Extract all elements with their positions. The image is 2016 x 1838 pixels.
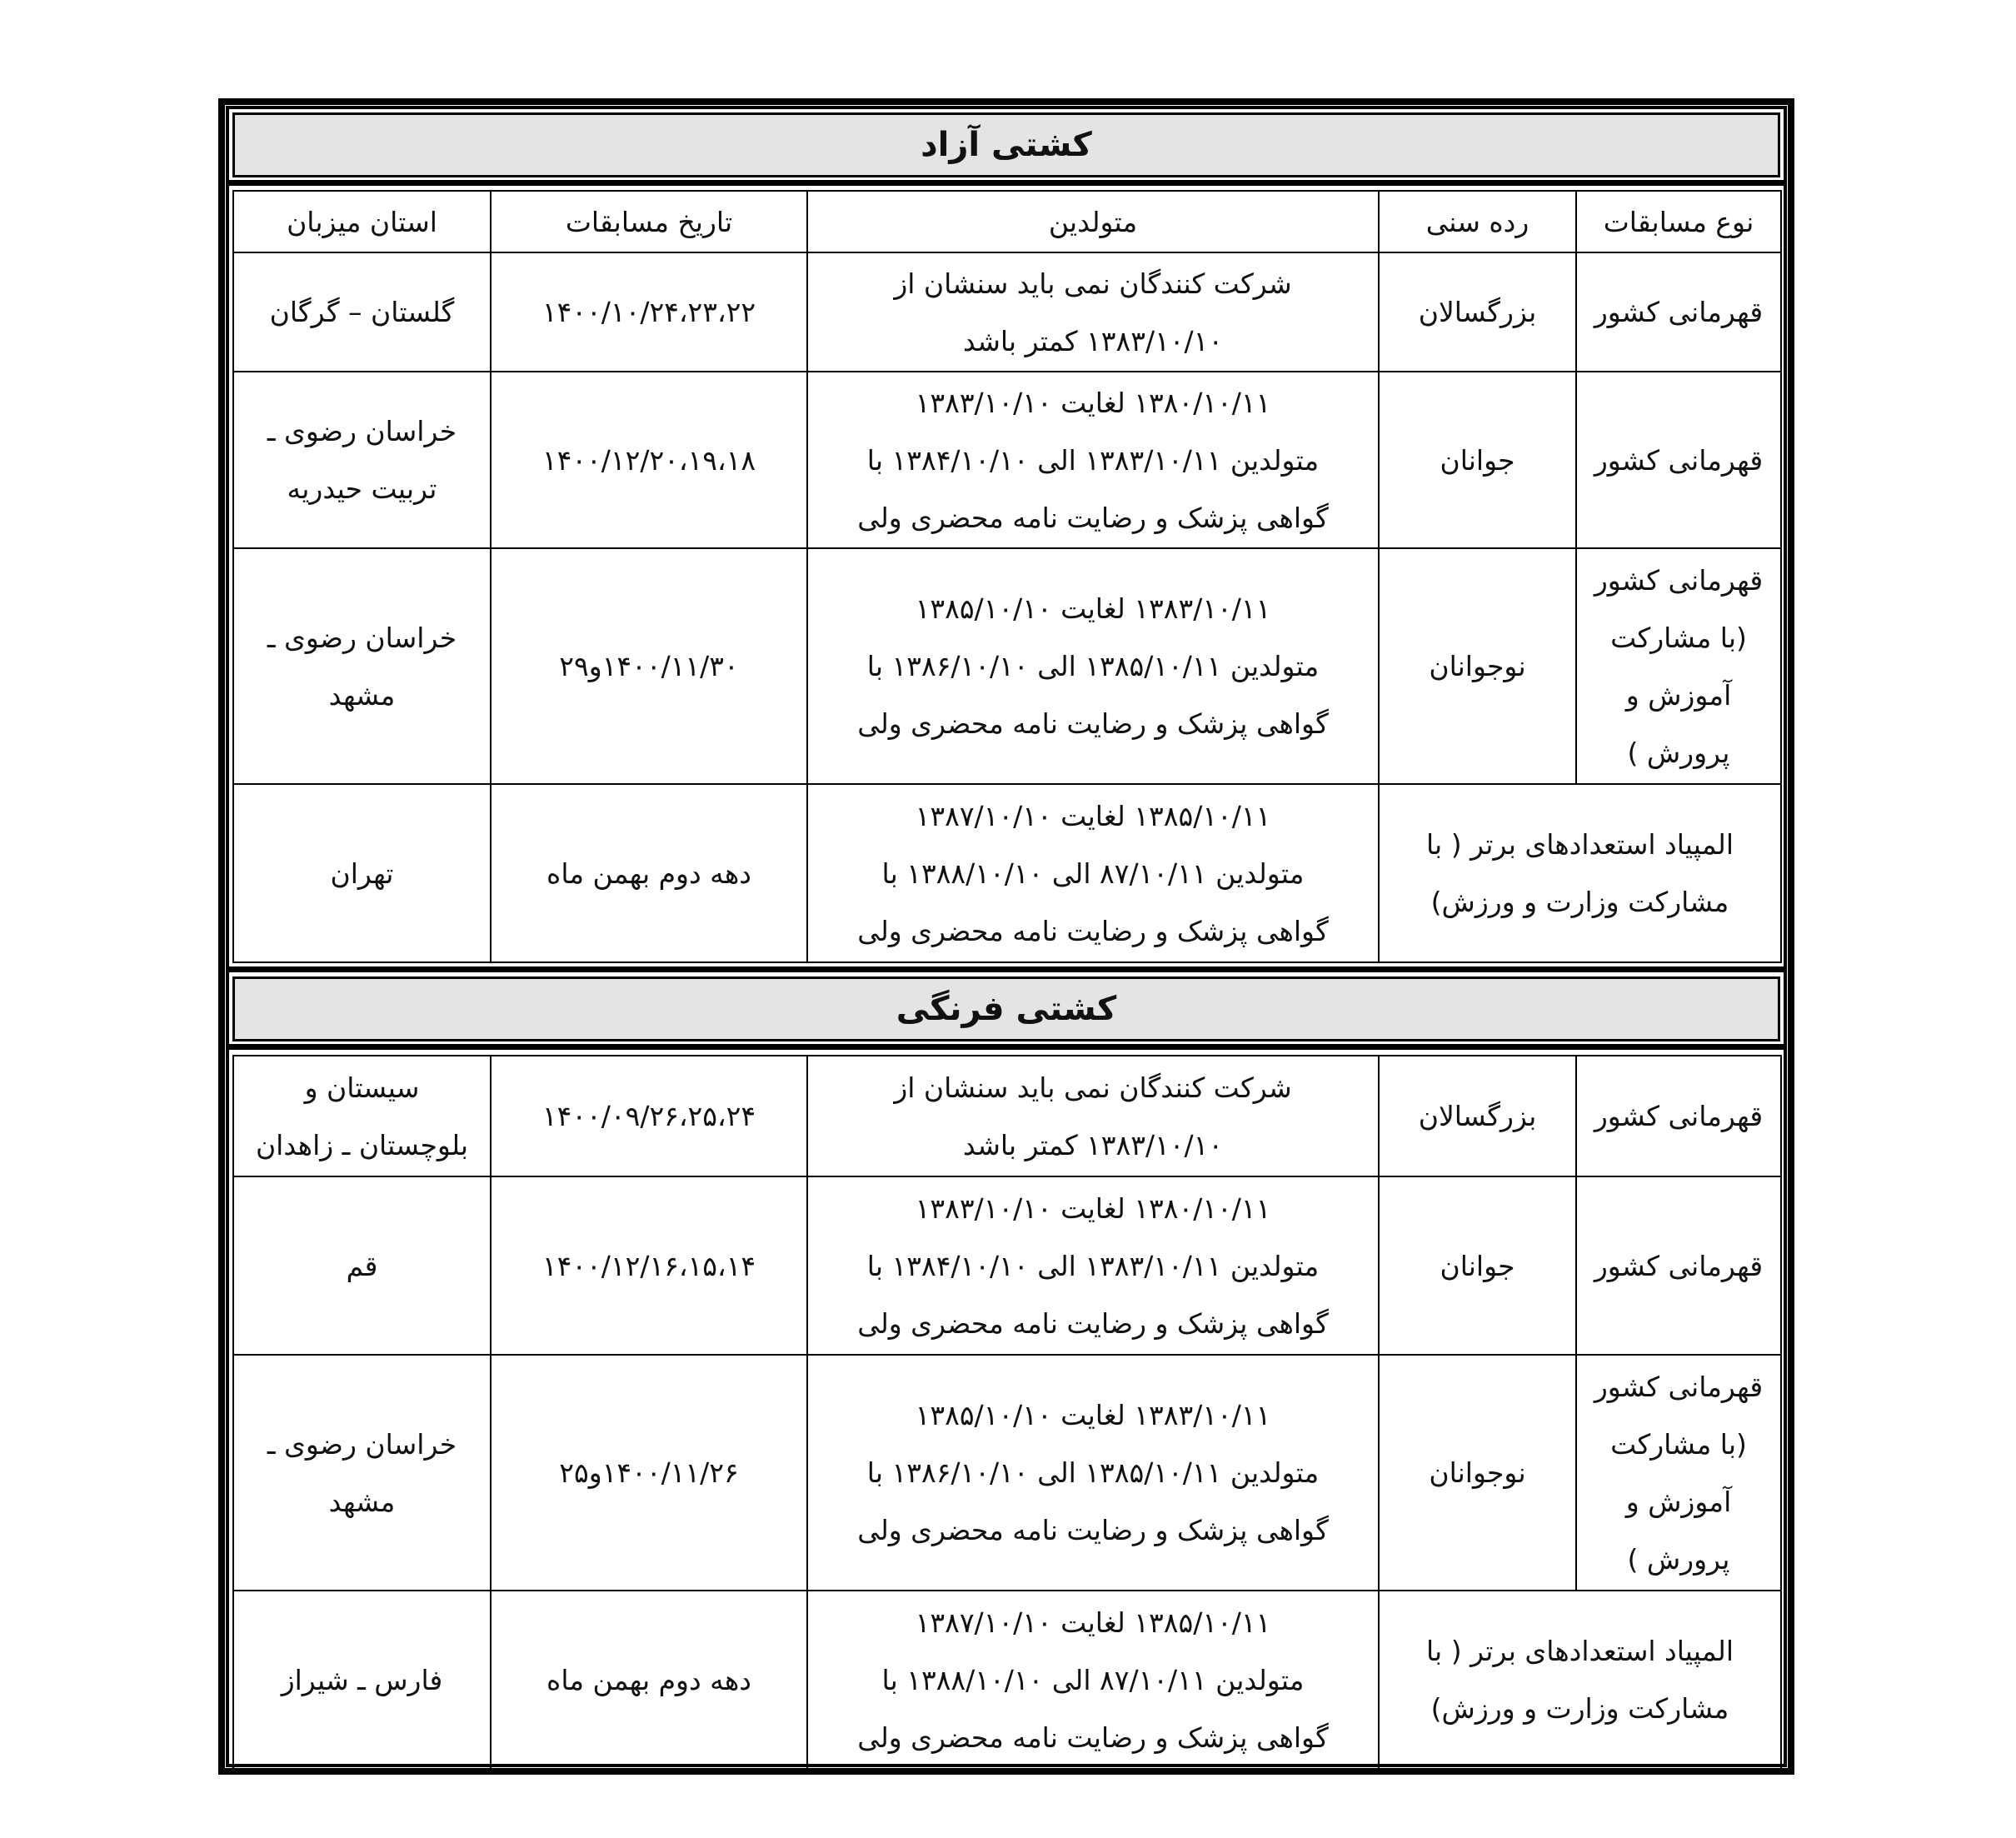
cell-type-merged: المپیاد استعدادهای برتر ( با مشارکت وزارت و ورزش) [1379, 784, 1781, 962]
cell-born: ۱۳۸۵/۱۰/۱۱ لغایت ۱۳۸۷/۱۰/۱۰ متولدین ۸۷/۱۰/۱۱ الی ۱۳۸۸/۱۰/۱۰ با گواهی پزشک و رضایت نامه محضری ولی [807, 784, 1379, 962]
section-title-greco-roman [232, 976, 1780, 1041]
cell-date: ۱۴۰۰/۱۲/۲۰،۱۹،۱۸ [491, 372, 807, 548]
cell-province: سیستان و بلوچستان ـ زاهدان [233, 1056, 491, 1176]
cell-province: تهران [233, 784, 491, 962]
table-header-row [233, 191, 1781, 252]
cell-born: ۱۳۸۰/۱۰/۱۱ لغایت ۱۳۸۳/۱۰/۱۰ متولدین ۱۳۸۳/۱۰/۱۱ الی ۱۳۸۴/۱۰/۱۰ با گواهی پزشک و رضایت نامه محضری ولی [807, 1176, 1379, 1355]
cell-type: قهرمانی کشور (با مشارکت آموزش و پرورش ) [1576, 1355, 1781, 1591]
section-title-freestyle [232, 112, 1780, 177]
freestyle-table [232, 190, 1782, 963]
section-separator [226, 1044, 1787, 1050]
cell-type-merged: المپیاد استعدادهای برتر ( با مشارکت وزارت و ورزش) [1379, 1591, 1781, 1769]
cell-date: ۱۴۰۰/۱۱/۲۶و۲۵ [491, 1355, 807, 1591]
cell-date: ۱۴۰۰/۱۱/۳۰و۲۹ [491, 548, 807, 784]
table-row [233, 1176, 1781, 1355]
table-row [233, 548, 1781, 784]
cell-born: ۱۳۸۳/۱۰/۱۱ لغایت ۱۳۸۵/۱۰/۱۰ متولدین ۱۳۸۵/۱۰/۱۱ الی ۱۳۸۶/۱۰/۱۰ با گواهی پزشک و رضایت نامه محضری ولی [807, 548, 1379, 784]
header-host-province: استان میزبان [233, 191, 491, 252]
cell-province: قم [233, 1176, 491, 1355]
cell-province: فارس ـ شیراز [233, 1591, 491, 1769]
cell-date: دهه دوم بهمن ماه [491, 784, 807, 962]
cell-province: گلستان – گرگان [233, 252, 491, 372]
cell-type: قهرمانی کشور [1576, 1056, 1781, 1176]
cell-age: جوانان [1379, 372, 1576, 548]
cell-province: خراسان رضوی ـ تربیت حیدریه [233, 372, 491, 548]
cell-born: شرکت کنندگان نمی باید سنشان از ۱۳۸۳/۱۰/۱۰ کمتر باشد [807, 1056, 1379, 1176]
header-competition-type: نوع مسابقات [1576, 191, 1781, 252]
table-row [233, 372, 1781, 548]
cell-born: ۱۳۸۵/۱۰/۱۱ لغایت ۱۳۸۷/۱۰/۱۰ متولدین ۸۷/۱۰/۱۱ الی ۱۳۸۸/۱۰/۱۰ با گواهی پزشک و رضایت نامه محضری ولی [807, 1591, 1379, 1769]
cell-born: ۱۳۸۰/۱۰/۱۱ لغایت ۱۳۸۳/۱۰/۱۰ متولدین ۱۳۸۳/۱۰/۱۱ الی ۱۳۸۴/۱۰/۱۰ با گواهی پزشک و رضایت نامه محضری ولی [807, 372, 1379, 548]
table-row [233, 1355, 1781, 1591]
table-row [233, 1056, 1781, 1176]
cell-born: شرکت کنندگان نمی باید سنشان از ۱۳۸۳/۱۰/۱۰ کمتر باشد [807, 252, 1379, 372]
cell-province: خراسان رضوی ـ مشهد [233, 1355, 491, 1591]
cell-type: قهرمانی کشور [1576, 372, 1781, 548]
cell-province: خراسان رضوی ـ مشهد [233, 548, 491, 784]
cell-type: قهرمانی کشور [1576, 1176, 1781, 1355]
cell-age: بزرگسالان [1379, 252, 1576, 372]
section-separator [226, 180, 1787, 186]
cell-date: ۱۴۰۰/۰۹/۲۶،۲۵،۲۴ [491, 1056, 807, 1176]
cell-date: ۱۴۰۰/۱۰/۲۴،۲۳،۲۲ [491, 252, 807, 372]
header-birth-range: متولدین [807, 191, 1379, 252]
table-row [233, 252, 1781, 372]
section-separator [226, 966, 1787, 972]
greco-roman-table [232, 1055, 1782, 1770]
header-age-group: رده سنی [1379, 191, 1576, 252]
header-date: تاریخ مسابقات [491, 191, 807, 252]
section-title-text: کشتی فرنگی [896, 990, 1117, 1028]
cell-age: جوانان [1379, 1176, 1576, 1355]
cell-type: قهرمانی کشور [1576, 252, 1781, 372]
cell-date: دهه دوم بهمن ماه [491, 1591, 807, 1769]
cell-date: ۱۴۰۰/۱۲/۱۶،۱۵،۱۴ [491, 1176, 807, 1355]
table-row [233, 1591, 1781, 1769]
section-title-text: کشتی آزاد [921, 126, 1092, 164]
cell-born: ۱۳۸۳/۱۰/۱۱ لغایت ۱۳۸۵/۱۰/۱۰ متولدین ۱۳۸۵/۱۰/۱۱ الی ۱۳۸۶/۱۰/۱۰ با گواهی پزشک و رضایت نامه محضری ولی [807, 1355, 1379, 1591]
cell-type: قهرمانی کشور (با مشارکت آموزش و پرورش ) [1576, 548, 1781, 784]
table-row [233, 784, 1781, 962]
cell-age: نوجوانان [1379, 1355, 1576, 1591]
cell-age: نوجوانان [1379, 548, 1576, 784]
cell-age: بزرگسالان [1379, 1056, 1576, 1176]
